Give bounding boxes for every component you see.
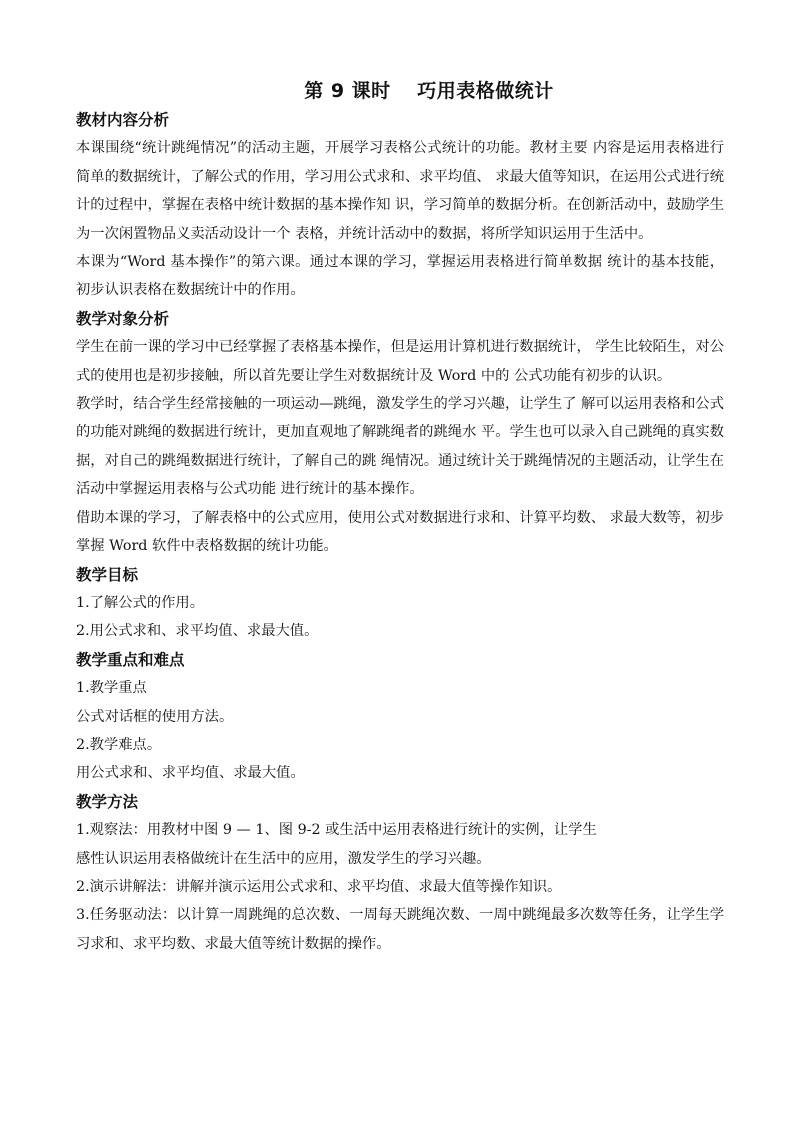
section-heading: 教学重点和难点 [76, 650, 185, 669]
section-heading: 教学目标 [76, 565, 139, 584]
section-key-points [76, 646, 724, 788]
list-item: 感性认识运用表格做统计在生活中的应用，激发学生的学习兴趣。 [76, 850, 491, 867]
list-item: 1.教学重点 [76, 680, 147, 697]
section-textbook-analysis [76, 106, 724, 305]
list-item: 2.用公式求和、求平均值、求最大值。 [76, 623, 319, 640]
paragraph: 学生在前一课的学习中已经掌握了表格基本操作，但是运用计算机进行数据统计， 学生比较陌生，对公式的使用也是初步接触，所以首先要让学生对数据统计及 Word 中的 公式功能有初步的认识。 [76, 339, 724, 384]
section-teaching-methods [76, 788, 724, 958]
paragraph: 借助本课的学习，了解表格中的公式应用，使用公式对数据进行求和、计算平均数、 求最大数等，初步掌握 Word 软件中表格数据的统计功能。 [76, 509, 724, 555]
section-student-analysis [76, 305, 724, 561]
list-item: 1.了解公式的作用。 [76, 594, 205, 611]
section-heading: 教学对象分析 [76, 309, 170, 328]
list-item: 2.教学难点。 [76, 736, 162, 753]
paragraph: 本课围绕“统计跳绳情况”的活动主题，开展学习表格公式统计的功能。教材主要 内容是运用表格进行简单的数据统计，了解公式的作用，学习用公式求和、求平均值、 求最大值等知识，在运用公式进行统计的过程中，掌握在表格中统计数据的基本操作知 识，学习简单的数据分析。在创新活动中，鼓励学生为一次闲置物品义卖活动设计一个 表格，并统计活动中的数据，将所学知识运用于生活中。 [76, 140, 724, 242]
document-title: 第 9 课时 巧用表格做统计 [304, 80, 554, 102]
section-heading: 教学方法 [76, 792, 139, 811]
paragraph: 教学时，结合学生经常接触的一项运动—跳绳，激发学生的学习兴趣，让学生了 解可以运用表格和公式的功能对跳绳的数据进行统计，更加直观地了解跳绳者的跳绳水 平。学生也可以录入自己跳绳的真实数据，对自己的跳绳数据进行统计，了解自己的跳 绳情况。通过统计关于跳绳情况的主题活动，让学生在活动中掌握运用表格与公式功能 进行统计的基本操作。 [76, 396, 724, 498]
list-item: 1.观察法：用教材中图 9 — 1、图 9-2 或生活中运用表格进行统计的实例，让学生 [76, 822, 597, 839]
section-heading: 教材内容分析 [76, 111, 170, 129]
document-page [76, 76, 724, 958]
list-item: 公式对话框的使用方法。 [76, 708, 234, 725]
list-item: 2.演示讲解法：讲解并演示运用公式求和、求平均值、求最大值等操作知识。 [76, 878, 562, 895]
list-item: 用公式求和、求平均值、求最大值。 [76, 765, 305, 782]
paragraph: 本课为“Word 基本操作”的第六课。通过本课的学习，掌握运用表格进行简单数据 统计的基本技能，初步认识表格在数据统计中的作用。 [76, 254, 724, 299]
paragraph: 3.任务驱动法：以计算一周跳绳的总次数、一周每天跳绳次数、一周中跳绳最多次数等任务，让学生学习求和、求平均数、求最大值等统计数据的操作。 [76, 907, 724, 952]
section-teaching-goals [76, 561, 724, 646]
